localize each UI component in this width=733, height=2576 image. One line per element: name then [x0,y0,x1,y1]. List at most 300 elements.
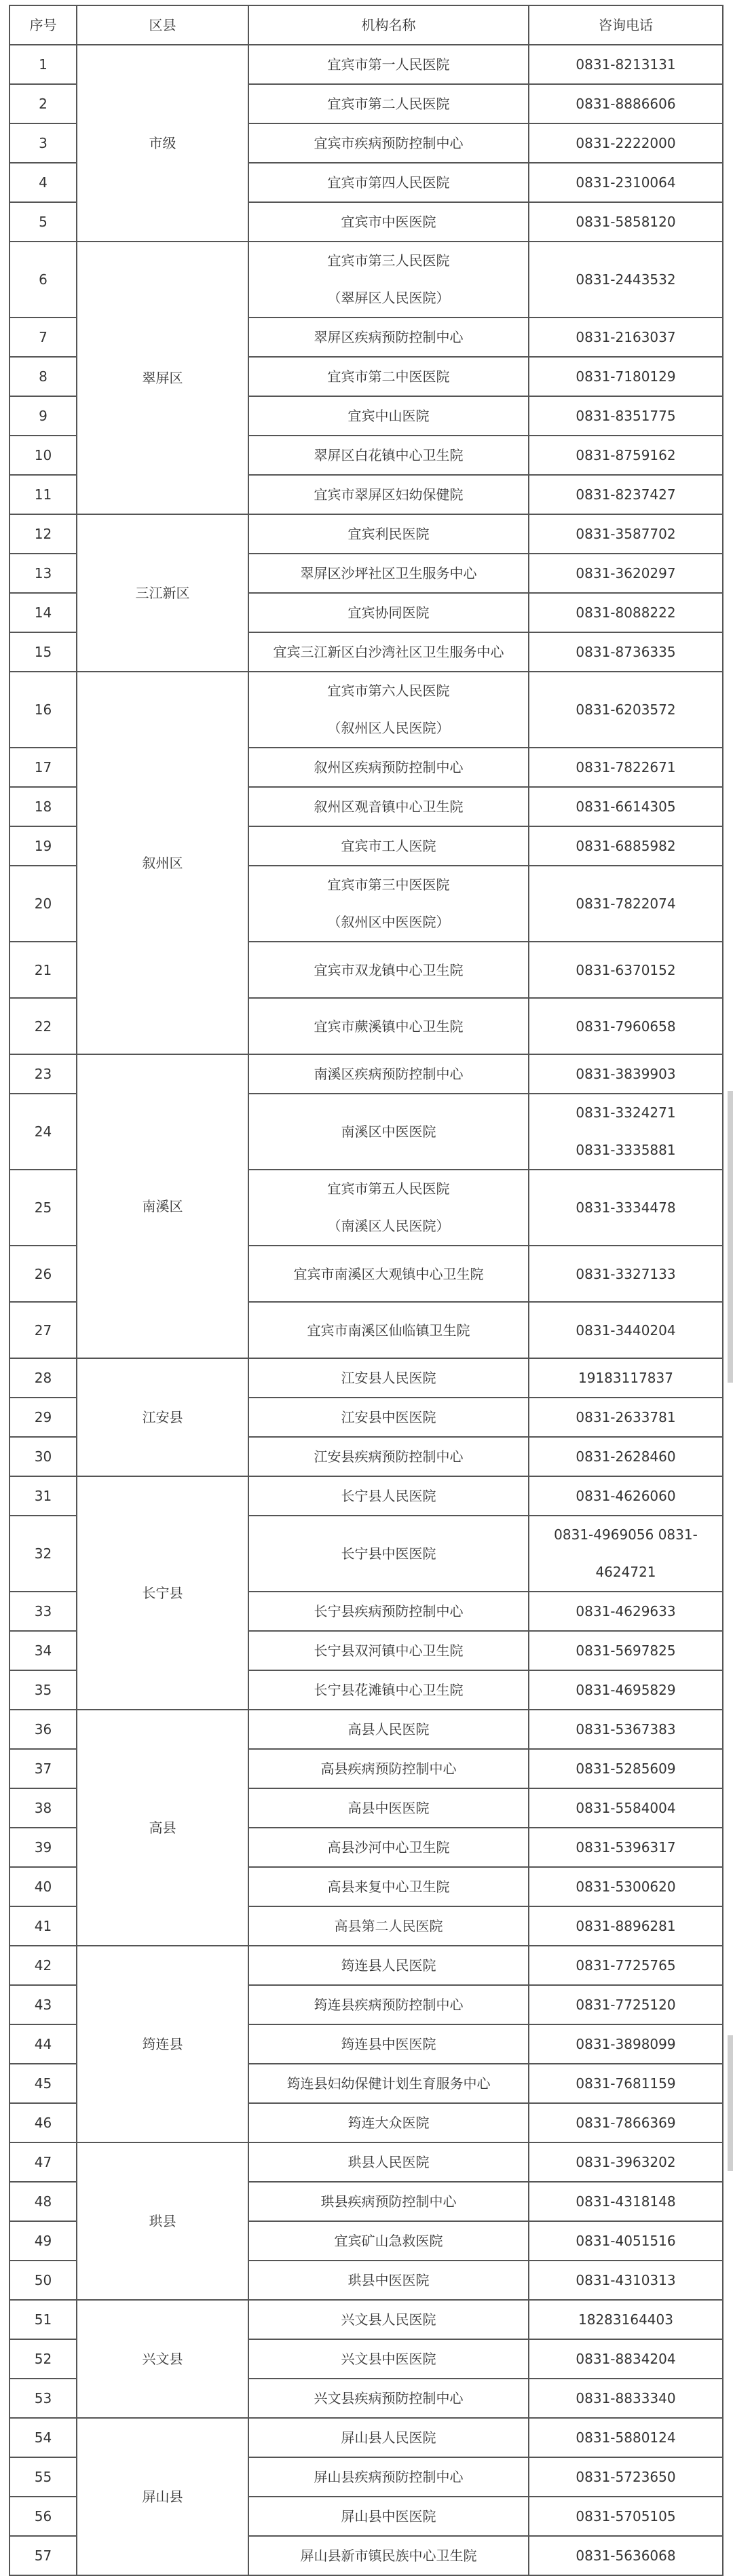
phone-line: 0831-7725120 [576,1997,676,2013]
cell-no: 13 [10,554,77,593]
cell-phone [529,866,723,942]
cell-institution [248,84,529,123]
cell-no: 35 [10,1670,77,1710]
cell-no: 23 [10,1054,77,1094]
phone-line: 0831-5636068 [576,2548,676,2564]
scroll-indicator [728,2035,733,2171]
cell-phone [529,998,723,1054]
institution-line: 屏山县中医医院 [341,2508,436,2524]
table-row [10,45,723,84]
cell-institution [248,2379,529,2418]
header-district: 区县 [77,5,248,45]
phone-line: 0831-4969056 0831- [554,1526,698,1543]
institution-line: 高县来复中心卫生院 [327,1879,450,1895]
cell-institution [248,866,529,942]
cell-phone [529,242,723,318]
phone-line: 0831-3440204 [576,1322,676,1339]
table-row [10,2418,723,2457]
cell-institution [248,2024,529,2064]
cell-phone [529,593,723,632]
phone-line: 0831-3898099 [576,2036,676,2052]
cell-institution [248,672,529,748]
institution-line: （叙州区中医医院） [327,914,450,930]
cell-phone [529,318,723,357]
institution-line: 宜宾市南溪区仙临镇卫生院 [307,1322,470,1339]
institution-line: 长宁县花滩镇中心卫生院 [314,1682,464,1698]
table-row [10,1476,723,1516]
cell-district: 翠屏区 [77,242,248,514]
cell-institution [248,2497,529,2536]
cell-phone [529,2300,723,2339]
table-row [10,242,723,318]
institution-line: 翠屏区疾病预防控制中心 [314,329,464,345]
cell-no: 19 [10,826,77,866]
phone-line: 0831-3334478 [576,1199,676,1216]
cell-no: 40 [10,1867,77,1906]
table-row [10,2300,723,2339]
institution-line: 宜宾市第一人民医院 [327,56,450,73]
cell-institution [248,1867,529,1906]
cell-phone [529,1437,723,1476]
cell-phone [529,2182,723,2221]
cell-no: 12 [10,514,77,554]
institution-line: 宜宾市第三中医医院 [327,877,450,893]
phone-line: 0831-2310064 [576,174,676,191]
institution-line: 宜宾市第三人民医院 [327,252,450,269]
cell-institution [248,1302,529,1358]
phone-line: 0831-3963202 [576,2154,676,2170]
phone-line: 0831-3839903 [576,1066,676,1082]
cell-phone [529,2142,723,2182]
cell-no: 16 [10,672,77,748]
cell-no: 55 [10,2457,77,2497]
phone-line: 0831-3620297 [576,565,676,581]
cell-institution [248,1437,529,1476]
cell-phone [529,163,723,202]
cell-institution [248,2182,529,2221]
institution-line: 宜宾市第五人民医院 [327,1180,450,1197]
cell-phone [529,1358,723,1398]
cell-phone [529,84,723,123]
cell-phone [529,1828,723,1867]
cell-institution [248,1906,529,1946]
institution-line: 高县沙河中心卫生院 [327,1839,450,1856]
cell-phone [529,942,723,998]
cell-no: 39 [10,1828,77,1867]
institution-line: 宜宾市第二中医医院 [327,368,450,385]
cell-phone [529,1631,723,1670]
institution-line: 珙县中医医院 [347,2272,430,2288]
phone-line: 0831-2633781 [576,1409,676,1425]
cell-no: 18 [10,787,77,826]
phone-line: 0831-6370152 [576,961,676,978]
institution-line: 长宁县中医医院 [341,1545,436,1562]
cell-institution [248,2339,529,2379]
phone-line: 0831-5697825 [576,1642,676,1659]
cell-no: 15 [10,632,77,672]
phone-line: 0831-8237427 [576,486,676,503]
cell-institution [248,2457,529,2497]
cell-institution [248,593,529,632]
header-row [10,5,723,45]
cell-no: 28 [10,1358,77,1398]
phone-line: 0831-4318148 [576,2193,676,2210]
cell-no: 33 [10,1592,77,1631]
cell-institution [248,318,529,357]
cell-no: 4 [10,163,77,202]
cell-institution [248,1358,529,1398]
institution-line: 屏山县人民医院 [341,2429,436,2446]
cell-phone [529,787,723,826]
cell-phone [529,1749,723,1788]
cell-district: 三江新区 [77,514,248,672]
cell-phone [529,1710,723,1749]
cell-no: 21 [10,942,77,998]
cell-phone [529,357,723,396]
phone-line: 0831-6885982 [576,838,676,854]
cell-no: 47 [10,2142,77,2182]
institution-line: 江安县中医医院 [341,1409,436,1425]
cell-no: 54 [10,2418,77,2457]
header-institution: 机构名称 [248,5,529,45]
cell-no: 26 [10,1246,77,1302]
cell-institution [248,396,529,436]
cell-no: 43 [10,1985,77,2024]
phone-line: 0831-8896281 [576,1918,676,1934]
phone-line: 0831-2443532 [576,271,676,288]
institution-line: 叙州区疾病预防控制中心 [314,759,464,775]
cell-no: 8 [10,357,77,396]
phone-line: 0831-5367383 [576,1721,676,1737]
phone-line: 0831-2163037 [576,329,676,345]
institution-line: 南溪区疾病预防控制中心 [314,1066,464,1082]
cell-institution [248,1054,529,1094]
institution-line: 高县中医医院 [347,1800,430,1816]
cell-institution [248,554,529,593]
cell-institution [248,2221,529,2261]
cell-institution [248,1670,529,1710]
cell-no: 10 [10,436,77,475]
phone-line: 0831-8351775 [576,408,676,424]
phone-line: 0831-6614305 [576,799,676,815]
table-row [10,1054,723,1094]
cell-phone [529,2064,723,2103]
cell-institution [248,2536,529,2575]
cell-no: 20 [10,866,77,942]
cell-phone [529,1054,723,1094]
cell-no: 49 [10,2221,77,2261]
cell-no: 3 [10,123,77,163]
cell-no: 24 [10,1094,77,1170]
cell-no: 48 [10,2182,77,2221]
header-phone: 咨询电话 [529,5,723,45]
cell-institution [248,1828,529,1867]
cell-institution [248,787,529,826]
cell-phone [529,1788,723,1828]
cell-no: 37 [10,1749,77,1788]
cell-district: 长宁县 [77,1476,248,1710]
institution-line: 宜宾市第六人民医院 [327,683,450,699]
cell-phone [529,396,723,436]
phone-line: 0831-8088222 [576,604,676,621]
cell-no: 57 [10,2536,77,2575]
cell-no: 22 [10,998,77,1054]
table-row [10,1946,723,1985]
institution-line: 江安县人民医院 [341,1370,436,1386]
table-body [10,45,723,2575]
cell-no: 2 [10,84,77,123]
institution-line: 珙县人民医院 [347,2154,430,2170]
cell-phone [529,554,723,593]
institution-line: 宜宾市疾病预防控制中心 [314,135,464,151]
cell-institution [248,1476,529,1516]
institution-line: 叙州区观音镇中心卫生院 [314,799,464,815]
hospital-table [9,5,723,2576]
phone-line: 0831-2222000 [576,135,676,151]
phone-line: 0831-7960658 [576,1018,676,1035]
cell-institution [248,1788,529,1828]
cell-institution [248,1516,529,1592]
cell-institution [248,436,529,475]
cell-no: 17 [10,748,77,787]
phone-line: 0831-5285609 [576,1761,676,1777]
cell-institution [248,1710,529,1749]
phone-line: 0831-5880124 [576,2429,676,2446]
cell-institution [248,45,529,84]
table-row [10,672,723,748]
phone-line: 18283164403 [578,2311,673,2328]
cell-no: 30 [10,1437,77,1476]
cell-no: 41 [10,1906,77,1946]
table-row [10,514,723,554]
institution-line: 兴文县人民医院 [341,2311,436,2328]
cell-district: 南溪区 [77,1054,248,1358]
header-no: 序号 [10,5,77,45]
cell-no: 27 [10,1302,77,1358]
institution-line: 高县人民医院 [347,1721,430,1737]
cell-institution [248,2142,529,2182]
cell-phone [529,1985,723,2024]
cell-phone [529,1094,723,1170]
institution-line: 宜宾市中医医院 [341,214,436,230]
phone-line: 0831-8759162 [576,447,676,463]
cell-phone [529,1246,723,1302]
cell-no: 44 [10,2024,77,2064]
institution-line: （南溪区人民医院） [327,1218,450,1234]
phone-line: 0831-5396317 [576,1839,676,1856]
cell-phone [529,2379,723,2418]
phone-line: 0831-4626060 [576,1488,676,1504]
phone-line: 0831-7681159 [576,2075,676,2092]
institution-line: 兴文县中医医院 [341,2351,436,2367]
table-row [10,1358,723,1398]
cell-institution [248,242,529,318]
cell-phone [529,826,723,866]
cell-no: 51 [10,2300,77,2339]
phone-line: 0831-4695829 [576,1682,676,1698]
phone-line: 19183117837 [578,1370,673,1386]
phone-line: 0831-8213131 [576,56,676,73]
cell-institution [248,2103,529,2142]
institution-line: 筠连县疾病预防控制中心 [314,1997,464,2013]
cell-district: 兴文县 [77,2300,248,2418]
institution-line: 宜宾市南溪区大观镇中心卫生院 [293,1265,484,1282]
phone-line: 0831-8736335 [576,644,676,660]
cell-no: 56 [10,2497,77,2536]
cell-phone [529,1670,723,1710]
institution-line: 宜宾市翠屏区妇幼保健院 [314,486,464,503]
cell-no: 9 [10,396,77,436]
cell-district: 屏山县 [77,2418,248,2575]
cell-no: 36 [10,1710,77,1749]
cell-phone [529,2024,723,2064]
institution-line: 南溪区中医医院 [341,1123,436,1140]
table-row [10,1710,723,1749]
phone-line: 0831-4310313 [576,2272,676,2288]
cell-phone [529,2457,723,2497]
cell-institution [248,1246,529,1302]
cell-institution [248,632,529,672]
cell-phone [529,514,723,554]
cell-phone [529,2261,723,2300]
cell-institution [248,1946,529,1985]
phone-line: 0831-3324271 [576,1104,676,1121]
cell-institution [248,826,529,866]
cell-institution [248,998,529,1054]
cell-no: 25 [10,1170,77,1246]
cell-no: 29 [10,1398,77,1437]
institution-line: 宜宾利民医院 [347,526,430,542]
cell-phone [529,436,723,475]
cell-no: 31 [10,1476,77,1516]
phone-line: 0831-7180129 [576,368,676,385]
cell-district: 江安县 [77,1358,248,1476]
scroll-indicator [728,1091,733,1383]
institution-line: 长宁县双河镇中心卫生院 [314,1642,464,1659]
institution-line: 珙县疾病预防控制中心 [320,2193,457,2210]
institution-line: 高县第二人民医院 [334,1918,443,1934]
institution-line: 宜宾市双龙镇中心卫生院 [314,961,464,978]
institution-line: 宜宾市第二人民医院 [327,96,450,112]
phone-line: 0831-3327133 [576,1265,676,1282]
institution-line: 筠连县妇幼保健计划生育服务中心 [286,2075,491,2092]
cell-institution [248,357,529,396]
phone-line: 0831-7822671 [576,759,676,775]
cell-institution [248,1094,529,1170]
cell-institution [248,1749,529,1788]
phone-line: 0831-2628460 [576,1448,676,1465]
cell-phone [529,1946,723,1985]
cell-institution [248,2300,529,2339]
cell-institution [248,514,529,554]
cell-institution [248,475,529,514]
phone-line: 0831-5584004 [576,1800,676,1816]
institution-line: 翠屏区沙坪社区卫生服务中心 [300,565,477,581]
cell-institution [248,1985,529,2024]
institution-line: 宜宾三江新区白沙湾社区卫生服务中心 [273,644,504,660]
institution-line: 筠连大众医院 [347,2115,430,2131]
phone-line: 0831-3335881 [576,1142,676,1158]
institution-line: 翠屏区白花镇中心卫生院 [314,447,464,463]
cell-district: 珙县 [77,2142,248,2300]
cell-phone [529,2497,723,2536]
phone-line: 0831-7822074 [576,895,676,912]
cell-phone [529,1302,723,1358]
cell-phone [529,2103,723,2142]
institution-line: 宜宾市第四人民医院 [327,174,450,191]
cell-no: 42 [10,1946,77,1985]
cell-phone [529,45,723,84]
cell-institution [248,1398,529,1437]
cell-institution [248,2261,529,2300]
cell-no: 11 [10,475,77,514]
cell-no: 32 [10,1516,77,1592]
phone-line: 0831-5858120 [576,214,676,230]
institution-line: 江安县疾病预防控制中心 [314,1448,464,1465]
cell-phone [529,672,723,748]
cell-phone [529,1906,723,1946]
cell-no: 52 [10,2339,77,2379]
phone-line: 0831-6203572 [576,701,676,718]
cell-phone [529,1867,723,1906]
cell-no: 34 [10,1631,77,1670]
cell-no: 46 [10,2103,77,2142]
cell-phone [529,2221,723,2261]
institution-line: 筠连县中医医院 [341,2036,436,2052]
institution-line: 屏山县新市镇民族中心卫生院 [300,2548,477,2564]
cell-phone [529,123,723,163]
cell-phone [529,475,723,514]
phone-line: 0831-4629633 [576,1603,676,1619]
phone-line: 0831-8834204 [576,2351,676,2367]
cell-phone [529,1592,723,1631]
cell-no: 45 [10,2064,77,2103]
phone-line: 0831-4051516 [576,2233,676,2249]
cell-no: 6 [10,242,77,318]
cell-district: 筠连县 [77,1946,248,2142]
phone-line: 0831-5723650 [576,2469,676,2485]
cell-institution [248,2064,529,2103]
cell-institution [248,2418,529,2457]
cell-no: 1 [10,45,77,84]
cell-institution [248,163,529,202]
cell-district: 叙州区 [77,672,248,1054]
institution-line: 兴文县疾病预防控制中心 [314,2390,464,2406]
phone-line: 4624721 [595,1564,656,1580]
cell-phone [529,748,723,787]
institution-line: （叙州区人民医院） [327,720,450,736]
cell-phone [529,2339,723,2379]
institution-line: 长宁县人民医院 [341,1488,436,1504]
cell-district: 市级 [77,45,248,242]
cell-district: 高县 [77,1710,248,1946]
cell-phone [529,1516,723,1592]
phone-line: 0831-5300620 [576,1879,676,1895]
phone-line: 0831-5705105 [576,2508,676,2524]
institution-line: 宜宾市蕨溪镇中心卫生院 [314,1018,464,1035]
institution-line: 长宁县疾病预防控制中心 [314,1603,464,1619]
cell-phone [529,202,723,242]
phone-line: 0831-7866369 [576,2115,676,2131]
cell-phone [529,1476,723,1516]
cell-institution [248,942,529,998]
phone-line: 0831-8833340 [576,2390,676,2406]
cell-institution [248,123,529,163]
cell-phone [529,1170,723,1246]
institution-line: （翠屏区人民医院） [327,290,450,306]
cell-phone [529,2536,723,2575]
cell-no: 7 [10,318,77,357]
